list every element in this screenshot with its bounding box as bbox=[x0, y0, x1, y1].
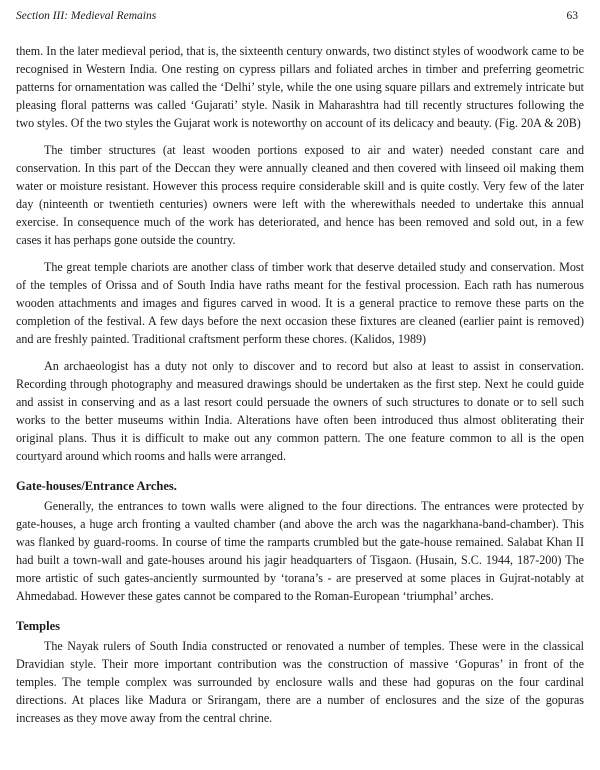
heading-gate-houses: Gate-houses/Entrance Arches. bbox=[16, 479, 177, 493]
paragraph-timber-conservation: The timber structures (at least wooden portions exposed to air and water) needed constant care and conservation. In this part of the Deccan they were annually cleaned and then covered with linseed oil making them water or moisture resistant. However this process require considerable skill and is quite costly. Very few of the later day (ninteenth or twentieth centuries) owners were left with the wherewithals needed to undertake this annual exercise. In consequence much of the work has deteriorated, and hence has been removed and sold out, in a few cases it has perhaps gone outside the country. bbox=[16, 143, 584, 247]
paragraph-archaeologist-duty: An archaeologist has a duty not only to discover and to record but also at least to assist in conservation. Recording through photography and measured drawings should be undertaken as the first step. Next he could guide and assist in conserving and as a last resort could persuade the owners of such structures to donate or to sell such works to the better museums within India. Alterations have often been introduced thus almost obliterating their original plans. Thus it is difficult to make out any common pattern. The one feature common to all is the open courtyard around which rooms and halls were arranged. bbox=[16, 359, 584, 463]
section-title: Section III: Medieval Remains bbox=[16, 10, 157, 22]
paragraph-gate-houses: Generally, the entrances to town walls were aligned to the four directions. The entrances were protected by gate-houses, a huge arch fronting a vaulted chamber (and above the arch was the nagarkhana-band-chamber). This was flanked by guard-rooms. In course of time the ramparts crumbled but the gate-house remained. Salabat Khan II had built a town-wall and gate-houses around his jagir headquarters of Tisgaon. (Husain, S.C. 1944, 187-200) The more artistic of such gates-anciently surmounted by ‘torana’s - are preserved at some places in Gujrat-notably at Ahmedabad. However these gates cannot be compared to the Roman-European ‘triumphal’ arches. bbox=[16, 499, 584, 603]
running-header bbox=[16, 10, 584, 28]
paragraph-temple-chariots: The great temple chariots are another class of timber work that deserve detailed study and conservation. Most of the temples of Orissa and of South India have raths meant for the festival procession. Each rath has numerous wooden attachments and images and figures carved in wood. It is a general practice to remove these parts on the completion of the festival. A few days before the next occasion these fixtures are cleaned (earlier paint is removed) and are freshly painted. Traditional craftsment perform these chores. (Kalidos, 1989) bbox=[16, 260, 584, 346]
paragraph-woodwork-styles: them. In the later medieval period, that is, the sixteenth century onwards, two distinct styles of woodwork came to be recognised in Western India. One resting on cypress pillars and foliated arches in timber and preferring geometric patterns for ornamentation was called the ‘Delhi’ style, while the one using square pillars and extremely intricate but pleasing floral patterns was called ‘Gujarati’ style. Nasik in Maharashtra had till recently structures following the two styles. Of the two styles the Gujarat work is noteworthy on account of its delicacy and beauty. (Fig. 20A & 20B) bbox=[16, 44, 584, 130]
page-number: 63 bbox=[566, 10, 578, 22]
heading-temples: Temples bbox=[16, 619, 60, 633]
page-body bbox=[16, 42, 584, 727]
paragraph-temples: The Nayak rulers of South India constructed or renovated a number of temples. These were in the classical Dravidian style. Their more important contribution was the construction of massive ‘Gopuras’ in front of the temples. The temple complex was surrounded by enclosure walls and these had gopuras on the four cardinal directions. At places like Madura or Srirangam, there are a number of enclosures and the size of the gopuras increases as they move away from the central chrine. bbox=[16, 639, 584, 725]
